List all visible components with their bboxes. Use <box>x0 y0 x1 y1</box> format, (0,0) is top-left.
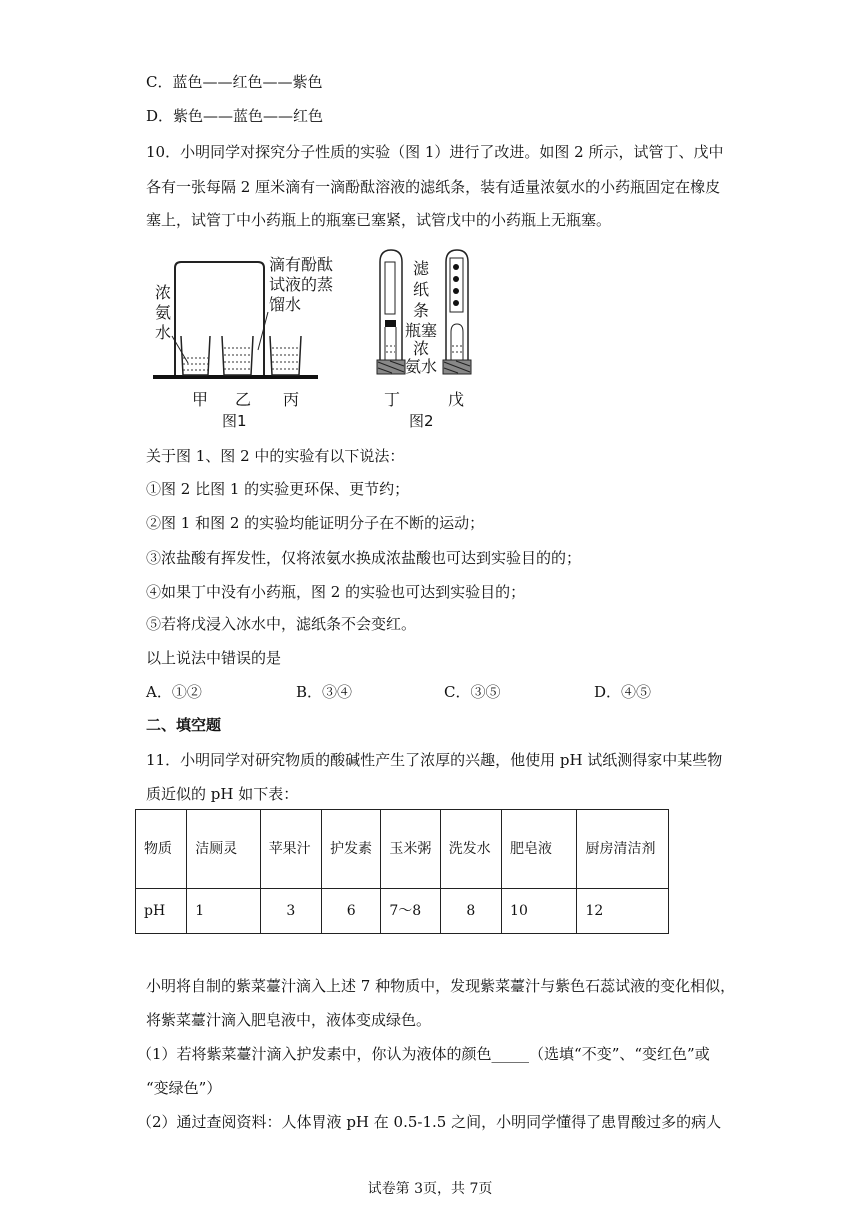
figure-1 <box>153 255 333 430</box>
fig2-label-5: 浓 <box>413 339 430 358</box>
q10-statement-3: ③浓盐酸有挥发性，仅将浓氨水换成浓盐酸也可达到实验目的的； <box>146 549 582 567</box>
beaker-bing <box>270 336 301 375</box>
q10-choice-c[interactable]: C．③⑤ <box>444 683 501 701</box>
q10-statement-4: ④如果丁中没有小药瓶，图 2 的实验也可达到实验目的； <box>146 583 526 601</box>
fig2-caption: 图2 <box>409 412 434 430</box>
table-cell: 10 <box>502 889 577 934</box>
table-cell: 洗发水 <box>440 810 501 889</box>
q10-question: 以上说法中错误的是 <box>146 649 282 667</box>
table-cell: 6 <box>322 889 381 934</box>
fig1-label-right-3: 馏水 <box>269 295 302 314</box>
beaker-label-jia: 甲 <box>192 390 209 409</box>
fig1-label-right-2: 试液的蒸 <box>269 275 334 294</box>
beaker-yi <box>222 336 253 375</box>
table-cell: 7～8 <box>381 889 440 934</box>
table-cell: pH <box>136 889 187 934</box>
fig1-label-left-2: 氨 <box>155 303 172 322</box>
table-cell: 1 <box>187 889 260 934</box>
q11-sub1-line2: “变绿色”） <box>146 1079 222 1097</box>
tube-label-wu: 戊 <box>448 390 465 409</box>
q10-text-line3: 塞上，试管丁中小药瓶上的瓶塞已塞紧，试管戊中的小药瓶上无瓶塞。 <box>146 211 612 229</box>
experiment-figure <box>0 240 860 440</box>
table-cell: 3 <box>260 889 321 934</box>
fig1-label-left-3: 水 <box>155 323 172 342</box>
tube-label-ding: 丁 <box>384 390 401 409</box>
ph-table <box>135 809 669 934</box>
table-header-row <box>136 810 669 889</box>
table-cell: 8 <box>440 889 501 934</box>
q10-choice-a[interactable]: A．①② <box>146 683 202 701</box>
fig2-label-3: 条 <box>413 301 430 320</box>
fig2-label-1: 滤 <box>413 259 430 278</box>
fig1-label-right-1: 滴有酚酞 <box>269 255 334 274</box>
q11-para-line1: 小明将自制的紫菜薹汁滴入上述 7 种物质中，发现紫菜薹汁与紫色石蕊试液的变化相似， <box>146 977 736 995</box>
q10-statement-2: ②图 1 和图 2 的实验均能证明分子在不断的运动； <box>146 514 485 532</box>
table-cell: 玉米粥 <box>381 810 440 889</box>
q10-statement-5: ⑤若将戊浸入冰水中，滤纸条不会变红。 <box>146 615 417 633</box>
fig2-label-4: 瓶塞 <box>405 321 438 340</box>
q10-intro: 关于图 1、图 2 中的实验有以下说法： <box>146 447 405 465</box>
section-title: 二、填空题 <box>146 716 222 734</box>
q11-text-line2: 质近似的 pH 如下表： <box>146 785 299 803</box>
fig1-label-left-1: 浓 <box>155 283 172 302</box>
q11-sub1-line1: （1）若将紫菜薹汁滴入护发素中，你认为液体的颜色_____（选填“不变”、“变红色”或 <box>137 1045 710 1063</box>
page-footer: 试卷第 3页，共 7页 <box>367 1181 493 1197</box>
q10-choice-b[interactable]: B．③④ <box>296 683 353 701</box>
q10-statement-1: ①图 2 比图 1 的实验更环保、更节约； <box>146 480 410 498</box>
option-d: D．紫色——蓝色——红色 <box>146 107 324 125</box>
fig2-label-6: 氨水 <box>405 357 438 376</box>
beaker-label-bing: 丙 <box>283 390 300 409</box>
table-cell: 洁厕灵 <box>187 810 260 889</box>
table-cell: 物质 <box>136 810 187 889</box>
tube-wu <box>443 250 471 374</box>
beaker-label-yi: 乙 <box>235 390 252 409</box>
bottle-stopper <box>385 320 396 327</box>
option-c: C．蓝色——红色——紫色 <box>146 73 323 91</box>
table-cell: 护发素 <box>322 810 381 889</box>
table-cell: 厨房清洁剂 <box>577 810 669 889</box>
q11-text-line1: 11．小明同学对研究物质的酸碱性产生了浓厚的兴趣，他使用 pH 试纸测得家中某些物 <box>146 751 723 769</box>
table-row <box>136 889 669 934</box>
table-cell: 苹果汁 <box>260 810 321 889</box>
q10-choice-d[interactable]: D．④⑤ <box>594 683 652 701</box>
bell-jar <box>175 262 264 377</box>
beaker-jia <box>181 336 210 375</box>
q11-para-line2: 将紫菜薹汁滴入肥皂液中，液体变成绿色。 <box>146 1011 432 1029</box>
q10-text-line1: 10．小明同学对探究分子性质的实验（图 1）进行了改进。如图 2 所示，试管丁、戊中 <box>146 143 724 161</box>
figure-2 <box>377 250 471 430</box>
fig1-caption: 图1 <box>222 412 247 430</box>
q10-text-line2: 各有一张每隔 2 厘米滴有一滴酚酞溶液的滤纸条，装有适量浓氨水的小药瓶固定在橡皮 <box>146 178 721 196</box>
table-cell: 12 <box>577 889 669 934</box>
tube-ding <box>377 250 405 374</box>
table-cell: 肥皂液 <box>502 810 577 889</box>
q11-sub2-line1: （2）通过查阅资料：人体胃液 pH 在 0.5-1.5 之间，小明同学懂得了患胃酸过多的病人 <box>137 1113 722 1131</box>
fig2-label-2: 纸 <box>413 280 430 299</box>
